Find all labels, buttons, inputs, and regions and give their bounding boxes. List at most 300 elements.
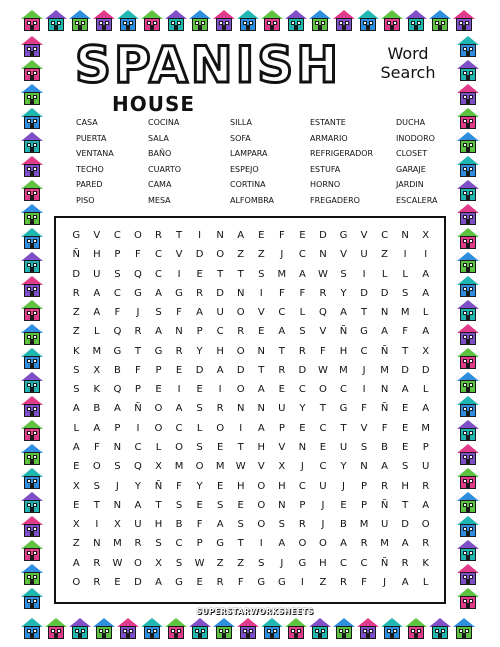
- grid-letter[interactable]: T: [175, 230, 183, 242]
- grid-letter[interactable]: T: [93, 499, 100, 511]
- grid-letter[interactable]: J: [280, 249, 284, 261]
- grid-letter[interactable]: B: [93, 403, 101, 415]
- grid-letter[interactable]: T: [237, 442, 244, 454]
- grid-letter[interactable]: N: [401, 230, 409, 242]
- grid-letter[interactable]: D: [319, 230, 327, 242]
- grid-letter[interactable]: C: [340, 384, 347, 396]
- grid-letter[interactable]: H: [216, 345, 224, 357]
- grid-letter[interactable]: A: [422, 403, 430, 415]
- grid-letter[interactable]: O: [134, 230, 142, 242]
- grid-letter[interactable]: O: [92, 461, 101, 473]
- grid-letter[interactable]: S: [196, 442, 203, 454]
- grid-letter[interactable]: D: [380, 287, 389, 299]
- grid-letter[interactable]: Q: [319, 307, 327, 319]
- grid-letter[interactable]: G: [175, 287, 183, 299]
- grid-letter[interactable]: J: [115, 480, 119, 492]
- grid-letter[interactable]: N: [257, 345, 265, 357]
- grid-letter[interactable]: A: [381, 461, 389, 473]
- grid-letter[interactable]: F: [135, 249, 141, 261]
- grid-letter[interactable]: L: [381, 268, 388, 280]
- grid-letter[interactable]: F: [196, 519, 203, 531]
- grid-letter[interactable]: R: [93, 576, 101, 588]
- grid-letter[interactable]: S: [340, 268, 347, 280]
- grid-letter[interactable]: M: [380, 538, 389, 550]
- grid-letter[interactable]: N: [278, 499, 286, 511]
- grid-letter[interactable]: A: [93, 287, 101, 299]
- grid-letter[interactable]: I: [136, 422, 140, 434]
- grid-letter[interactable]: K: [93, 384, 101, 396]
- grid-letter[interactable]: M: [92, 345, 102, 357]
- grid-letter[interactable]: O: [257, 480, 266, 492]
- grid-letter[interactable]: A: [237, 230, 245, 242]
- grid-letter[interactable]: X: [93, 364, 101, 376]
- grid-letter[interactable]: R: [216, 403, 224, 415]
- grid-letter[interactable]: L: [196, 422, 203, 434]
- grid-letter[interactable]: F: [114, 307, 121, 319]
- grid-letter[interactable]: M: [174, 461, 184, 473]
- grid-letter[interactable]: R: [401, 557, 409, 569]
- grid-letter[interactable]: A: [340, 307, 347, 319]
- grid-letter[interactable]: R: [298, 345, 306, 357]
- grid-letter[interactable]: M: [215, 461, 225, 473]
- grid-letter[interactable]: D: [236, 364, 245, 376]
- grid-letter[interactable]: C: [319, 422, 327, 434]
- grid-letter[interactable]: R: [298, 519, 306, 531]
- grid-letter[interactable]: S: [258, 557, 265, 569]
- grid-letter[interactable]: C: [360, 345, 368, 357]
- grid-letter[interactable]: C: [298, 249, 306, 261]
- grid-letter[interactable]: A: [93, 422, 101, 434]
- grid-letter[interactable]: C: [216, 326, 224, 338]
- grid-letter[interactable]: G: [72, 230, 81, 242]
- grid-letter[interactable]: I: [239, 422, 243, 434]
- grid-letter[interactable]: R: [134, 326, 142, 338]
- grid-letter[interactable]: Ñ: [380, 557, 389, 569]
- grid-letter[interactable]: S: [114, 268, 121, 280]
- grid-letter[interactable]: J: [300, 461, 304, 473]
- grid-letter[interactable]: I: [95, 519, 99, 531]
- grid-letter[interactable]: L: [155, 442, 162, 454]
- grid-letter[interactable]: E: [258, 230, 265, 242]
- grid-letter[interactable]: O: [154, 422, 163, 434]
- grid-letter[interactable]: C: [298, 384, 306, 396]
- grid-letter[interactable]: D: [401, 519, 409, 531]
- grid-letter[interactable]: E: [196, 384, 203, 396]
- grid-letter[interactable]: Ñ: [72, 249, 81, 261]
- grid-letter[interactable]: E: [401, 442, 409, 454]
- grid-letter[interactable]: H: [278, 480, 286, 492]
- grid-letter[interactable]: T: [402, 345, 409, 357]
- grid-letter[interactable]: R: [216, 576, 224, 588]
- grid-letter[interactable]: I: [362, 268, 366, 280]
- grid-letter[interactable]: V: [319, 326, 327, 338]
- grid-letter[interactable]: G: [298, 557, 307, 569]
- grid-letter[interactable]: L: [402, 268, 408, 280]
- grid-letter[interactable]: J: [383, 576, 387, 588]
- grid-letter[interactable]: O: [134, 557, 142, 569]
- grid-letter[interactable]: P: [361, 499, 368, 511]
- grid-letter[interactable]: C: [340, 557, 347, 569]
- grid-letter[interactable]: I: [177, 268, 181, 280]
- grid-letter[interactable]: E: [216, 480, 224, 492]
- grid-letter[interactable]: D: [216, 287, 224, 299]
- grid-letter[interactable]: G: [339, 403, 348, 415]
- grid-letter[interactable]: A: [298, 268, 306, 280]
- grid-letter[interactable]: O: [72, 576, 81, 588]
- grid-letter[interactable]: T: [155, 499, 162, 511]
- grid-letter[interactable]: Ñ: [380, 499, 389, 511]
- grid-letter[interactable]: V: [175, 249, 183, 261]
- grid-letter[interactable]: A: [72, 442, 80, 454]
- grid-letter[interactable]: X: [72, 519, 80, 531]
- grid-letter[interactable]: U: [380, 519, 389, 531]
- grid-letter[interactable]: V: [257, 461, 265, 473]
- grid-letter[interactable]: V: [360, 422, 368, 434]
- grid-letter[interactable]: R: [155, 230, 162, 242]
- grid-letter[interactable]: E: [401, 422, 409, 434]
- grid-letter[interactable]: O: [154, 403, 163, 415]
- grid-letter[interactable]: N: [319, 249, 327, 261]
- grid-letter[interactable]: A: [401, 576, 409, 588]
- grid-letter[interactable]: N: [257, 403, 265, 415]
- grid-letter[interactable]: C: [175, 422, 183, 434]
- grid-letter[interactable]: C: [175, 538, 183, 550]
- grid-letter[interactable]: F: [278, 230, 285, 242]
- grid-letter[interactable]: T: [319, 403, 326, 415]
- grid-letter[interactable]: O: [175, 442, 183, 454]
- grid-letter[interactable]: S: [258, 268, 265, 280]
- grid-letter[interactable]: L: [73, 422, 80, 434]
- grid-letter[interactable]: E: [175, 364, 183, 376]
- grid-letter[interactable]: A: [196, 307, 204, 319]
- grid-letter[interactable]: Q: [134, 268, 142, 280]
- grid-letter[interactable]: H: [93, 249, 101, 261]
- grid-letter[interactable]: Y: [134, 480, 141, 492]
- grid-letter[interactable]: X: [278, 461, 286, 473]
- grid-letter[interactable]: V: [93, 230, 101, 242]
- grid-letter[interactable]: U: [93, 268, 101, 280]
- grid-letter[interactable]: P: [196, 538, 203, 550]
- grid-letter[interactable]: A: [401, 538, 409, 550]
- grid-letter[interactable]: S: [360, 442, 368, 454]
- grid-letter[interactable]: G: [134, 287, 142, 299]
- grid-letter[interactable]: S: [155, 538, 162, 550]
- grid-letter[interactable]: O: [257, 519, 266, 531]
- grid-letter[interactable]: X: [155, 461, 162, 473]
- grid-letter[interactable]: C: [298, 480, 306, 492]
- grid-letter[interactable]: I: [218, 384, 222, 396]
- grid-letter[interactable]: I: [403, 249, 407, 261]
- grid-letter[interactable]: F: [176, 307, 182, 319]
- grid-letter[interactable]: B: [175, 519, 183, 531]
- grid-letter[interactable]: Ñ: [380, 345, 389, 357]
- grid-letter[interactable]: U: [134, 519, 142, 531]
- grid-letter[interactable]: D: [134, 576, 142, 588]
- grid-letter[interactable]: R: [175, 345, 183, 357]
- grid-letter[interactable]: A: [155, 287, 162, 299]
- grid-letter[interactable]: Y: [196, 345, 203, 357]
- grid-letter[interactable]: R: [134, 538, 142, 550]
- grid-letter[interactable]: K: [72, 345, 80, 357]
- grid-letter[interactable]: B: [340, 519, 347, 531]
- grid-letter[interactable]: A: [72, 403, 80, 415]
- grid-letter[interactable]: H: [401, 480, 409, 492]
- grid-letter[interactable]: T: [402, 499, 409, 511]
- grid-letter[interactable]: U: [319, 480, 327, 492]
- grid-letter[interactable]: D: [401, 364, 409, 376]
- grid-letter[interactable]: Q: [113, 326, 122, 338]
- grid-letter[interactable]: G: [277, 576, 286, 588]
- grid-letter[interactable]: R: [381, 480, 389, 492]
- grid-letter[interactable]: F: [402, 326, 409, 338]
- grid-letter[interactable]: N: [113, 442, 122, 454]
- grid-letter[interactable]: E: [299, 230, 306, 242]
- grid-letter[interactable]: A: [93, 307, 101, 319]
- grid-letter[interactable]: R: [340, 576, 347, 588]
- grid-letter[interactable]: Z: [72, 326, 80, 338]
- grid-letter[interactable]: N: [113, 499, 122, 511]
- grid-letter[interactable]: P: [134, 384, 141, 396]
- grid-letter[interactable]: O: [195, 461, 204, 473]
- grid-letter[interactable]: M: [339, 364, 348, 376]
- grid-letter[interactable]: C: [113, 230, 121, 242]
- grid-letter[interactable]: E: [73, 461, 80, 473]
- grid-letter[interactable]: E: [340, 499, 347, 511]
- grid-letter[interactable]: A: [257, 384, 265, 396]
- grid-letter[interactable]: O: [319, 538, 327, 550]
- grid-letter[interactable]: P: [114, 422, 121, 434]
- grid-letter[interactable]: O: [236, 345, 245, 357]
- grid-letter[interactable]: M: [400, 307, 410, 319]
- grid-letter[interactable]: Z: [319, 576, 327, 588]
- grid-letter[interactable]: A: [155, 326, 162, 338]
- grid-letter[interactable]: A: [113, 403, 121, 415]
- grid-letter[interactable]: Y: [340, 287, 347, 299]
- grid-letter[interactable]: I: [198, 230, 202, 242]
- grid-letter[interactable]: T: [258, 364, 265, 376]
- grid-letter[interactable]: A: [278, 326, 286, 338]
- grid-letter[interactable]: W: [317, 364, 328, 376]
- grid-letter[interactable]: O: [236, 384, 245, 396]
- grid-letter[interactable]: E: [319, 442, 327, 454]
- grid-letter[interactable]: H: [236, 480, 245, 492]
- grid-letter[interactable]: O: [257, 499, 266, 511]
- grid-letter[interactable]: S: [175, 499, 183, 511]
- grid-letter[interactable]: S: [175, 557, 183, 569]
- grid-letter[interactable]: A: [340, 538, 347, 550]
- grid-letter[interactable]: I: [300, 576, 304, 588]
- grid-letter[interactable]: A: [422, 499, 430, 511]
- grid-letter[interactable]: Ñ: [134, 403, 142, 415]
- grid-letter[interactable]: K: [422, 557, 429, 569]
- grid-letter[interactable]: P: [361, 480, 368, 492]
- grid-letter[interactable]: F: [278, 287, 285, 299]
- grid-letter[interactable]: E: [216, 442, 224, 454]
- grid-letter[interactable]: J: [280, 557, 284, 569]
- grid-letter[interactable]: L: [422, 576, 429, 588]
- grid-letter[interactable]: N: [236, 287, 245, 299]
- grid-letter[interactable]: A: [216, 519, 224, 531]
- grid-letter[interactable]: S: [73, 364, 80, 376]
- grid-letter[interactable]: G: [360, 326, 368, 338]
- grid-letter[interactable]: M: [380, 364, 389, 376]
- grid-letter[interactable]: I: [259, 538, 263, 550]
- grid-letter[interactable]: H: [319, 557, 327, 569]
- grid-letter[interactable]: Q: [134, 461, 142, 473]
- grid-letter[interactable]: N: [93, 538, 101, 550]
- grid-letter[interactable]: O: [298, 538, 307, 550]
- grid-letter[interactable]: X: [422, 230, 430, 242]
- grid-letter[interactable]: R: [360, 538, 368, 550]
- grid-letter[interactable]: T: [340, 422, 347, 434]
- grid-letter[interactable]: W: [194, 557, 205, 569]
- grid-letter[interactable]: N: [380, 307, 389, 319]
- grid-letter[interactable]: F: [176, 480, 182, 492]
- grid-letter[interactable]: X: [113, 519, 121, 531]
- grid-letter[interactable]: S: [278, 519, 285, 531]
- grid-letter[interactable]: H: [154, 519, 163, 531]
- grid-letter[interactable]: F: [299, 287, 306, 299]
- grid-letter[interactable]: Z: [237, 557, 245, 569]
- grid-letter[interactable]: X: [422, 345, 430, 357]
- grid-letter[interactable]: N: [175, 326, 183, 338]
- grid-letter[interactable]: G: [154, 345, 163, 357]
- grid-letter[interactable]: A: [278, 538, 286, 550]
- grid-letter[interactable]: E: [258, 326, 265, 338]
- grid-letter[interactable]: X: [72, 480, 80, 492]
- grid-letter[interactable]: R: [278, 364, 286, 376]
- grid-letter[interactable]: W: [112, 557, 123, 569]
- grid-letter[interactable]: V: [360, 230, 368, 242]
- grid-letter[interactable]: Z: [257, 249, 265, 261]
- grid-letter[interactable]: A: [422, 287, 430, 299]
- grid-letter[interactable]: C: [155, 249, 162, 261]
- grid-letter[interactable]: R: [237, 326, 245, 338]
- grid-letter[interactable]: V: [340, 249, 347, 261]
- grid-letter[interactable]: G: [216, 538, 225, 550]
- grid-letter[interactable]: B: [381, 442, 389, 454]
- grid-letter[interactable]: C: [360, 557, 368, 569]
- grid-letter[interactable]: F: [361, 576, 367, 588]
- grid-letter[interactable]: Y: [196, 480, 203, 492]
- grid-letter[interactable]: A: [155, 576, 162, 588]
- grid-letter[interactable]: S: [401, 461, 409, 473]
- grid-letter[interactable]: F: [93, 442, 100, 454]
- grid-letter[interactable]: A: [72, 557, 80, 569]
- grid-letter[interactable]: P: [278, 422, 285, 434]
- grid-letter[interactable]: C: [278, 307, 286, 319]
- grid-letter[interactable]: E: [155, 384, 162, 396]
- grid-letter[interactable]: O: [319, 384, 327, 396]
- grid-letter[interactable]: H: [339, 345, 348, 357]
- grid-letter[interactable]: U: [216, 307, 224, 319]
- grid-letter[interactable]: F: [237, 576, 244, 588]
- grid-letter[interactable]: T: [237, 268, 244, 280]
- grid-letter[interactable]: G: [175, 576, 183, 588]
- grid-letter[interactable]: E: [278, 384, 285, 396]
- grid-letter[interactable]: V: [278, 442, 286, 454]
- grid-letter[interactable]: M: [113, 538, 122, 550]
- grid-letter[interactable]: E: [401, 403, 409, 415]
- grid-letter[interactable]: F: [135, 364, 141, 376]
- grid-letter[interactable]: P: [422, 442, 429, 454]
- grid-letter[interactable]: X: [155, 557, 162, 569]
- grid-letter[interactable]: J: [136, 307, 140, 319]
- grid-letter[interactable]: Q: [113, 384, 122, 396]
- grid-letter[interactable]: U: [339, 442, 348, 454]
- grid-letter[interactable]: Z: [381, 249, 389, 261]
- grid-letter[interactable]: V: [257, 307, 265, 319]
- grid-letter[interactable]: A: [175, 403, 183, 415]
- grid-letter[interactable]: R: [93, 557, 101, 569]
- grid-letter[interactable]: A: [422, 326, 430, 338]
- grid-letter[interactable]: S: [114, 461, 121, 473]
- grid-letter[interactable]: R: [422, 538, 430, 550]
- grid-letter[interactable]: E: [73, 499, 80, 511]
- grid-letter[interactable]: M: [359, 519, 369, 531]
- grid-letter[interactable]: Z: [72, 538, 80, 550]
- grid-letter[interactable]: U: [360, 249, 368, 261]
- grid-letter[interactable]: O: [216, 249, 225, 261]
- grid-letter[interactable]: F: [320, 345, 326, 357]
- grid-letter[interactable]: A: [401, 384, 409, 396]
- grid-letter[interactable]: C: [381, 230, 389, 242]
- grid-letter[interactable]: C: [134, 442, 142, 454]
- grid-letter[interactable]: Z: [72, 307, 80, 319]
- grid-letter[interactable]: S: [216, 499, 224, 511]
- grid-letter[interactable]: I: [362, 384, 366, 396]
- grid-letter[interactable]: R: [319, 287, 327, 299]
- grid-letter[interactable]: E: [196, 576, 203, 588]
- grid-letter[interactable]: L: [422, 384, 429, 396]
- grid-letter[interactable]: D: [298, 364, 307, 376]
- grid-letter[interactable]: C: [155, 268, 162, 280]
- grid-letter[interactable]: A: [216, 364, 224, 376]
- grid-letter[interactable]: R: [72, 287, 80, 299]
- grid-letter[interactable]: Y: [340, 461, 347, 473]
- grid-letter[interactable]: D: [360, 287, 368, 299]
- grid-letter[interactable]: P: [114, 249, 121, 261]
- grid-letter[interactable]: Y: [299, 403, 306, 415]
- grid-letter[interactable]: I: [259, 287, 263, 299]
- grid-letter[interactable]: P: [299, 499, 306, 511]
- grid-letter[interactable]: R: [422, 480, 430, 492]
- grid-letter[interactable]: H: [257, 442, 266, 454]
- grid-letter[interactable]: U: [278, 403, 286, 415]
- grid-letter[interactable]: N: [298, 442, 307, 454]
- grid-letter[interactable]: T: [217, 268, 224, 280]
- grid-letter[interactable]: C: [319, 461, 327, 473]
- grid-letter[interactable]: S: [196, 403, 203, 415]
- grid-letter[interactable]: S: [299, 326, 306, 338]
- grid-letter[interactable]: W: [317, 268, 328, 280]
- grid-letter[interactable]: S: [401, 287, 409, 299]
- grid-letter[interactable]: I: [424, 249, 428, 261]
- grid-letter[interactable]: O: [236, 307, 245, 319]
- grid-letter[interactable]: A: [381, 326, 389, 338]
- grid-letter[interactable]: L: [299, 307, 306, 319]
- grid-letter[interactable]: E: [237, 499, 244, 511]
- grid-letter[interactable]: L: [422, 307, 429, 319]
- grid-letter[interactable]: N: [380, 384, 389, 396]
- grid-letter[interactable]: A: [257, 422, 265, 434]
- grid-letter[interactable]: O: [216, 422, 225, 434]
- grid-letter[interactable]: Z: [216, 557, 224, 569]
- grid-letter[interactable]: D: [72, 268, 81, 280]
- grid-letter[interactable]: Ñ: [380, 403, 389, 415]
- grid-letter[interactable]: E: [299, 422, 306, 434]
- grid-letter[interactable]: J: [321, 519, 325, 531]
